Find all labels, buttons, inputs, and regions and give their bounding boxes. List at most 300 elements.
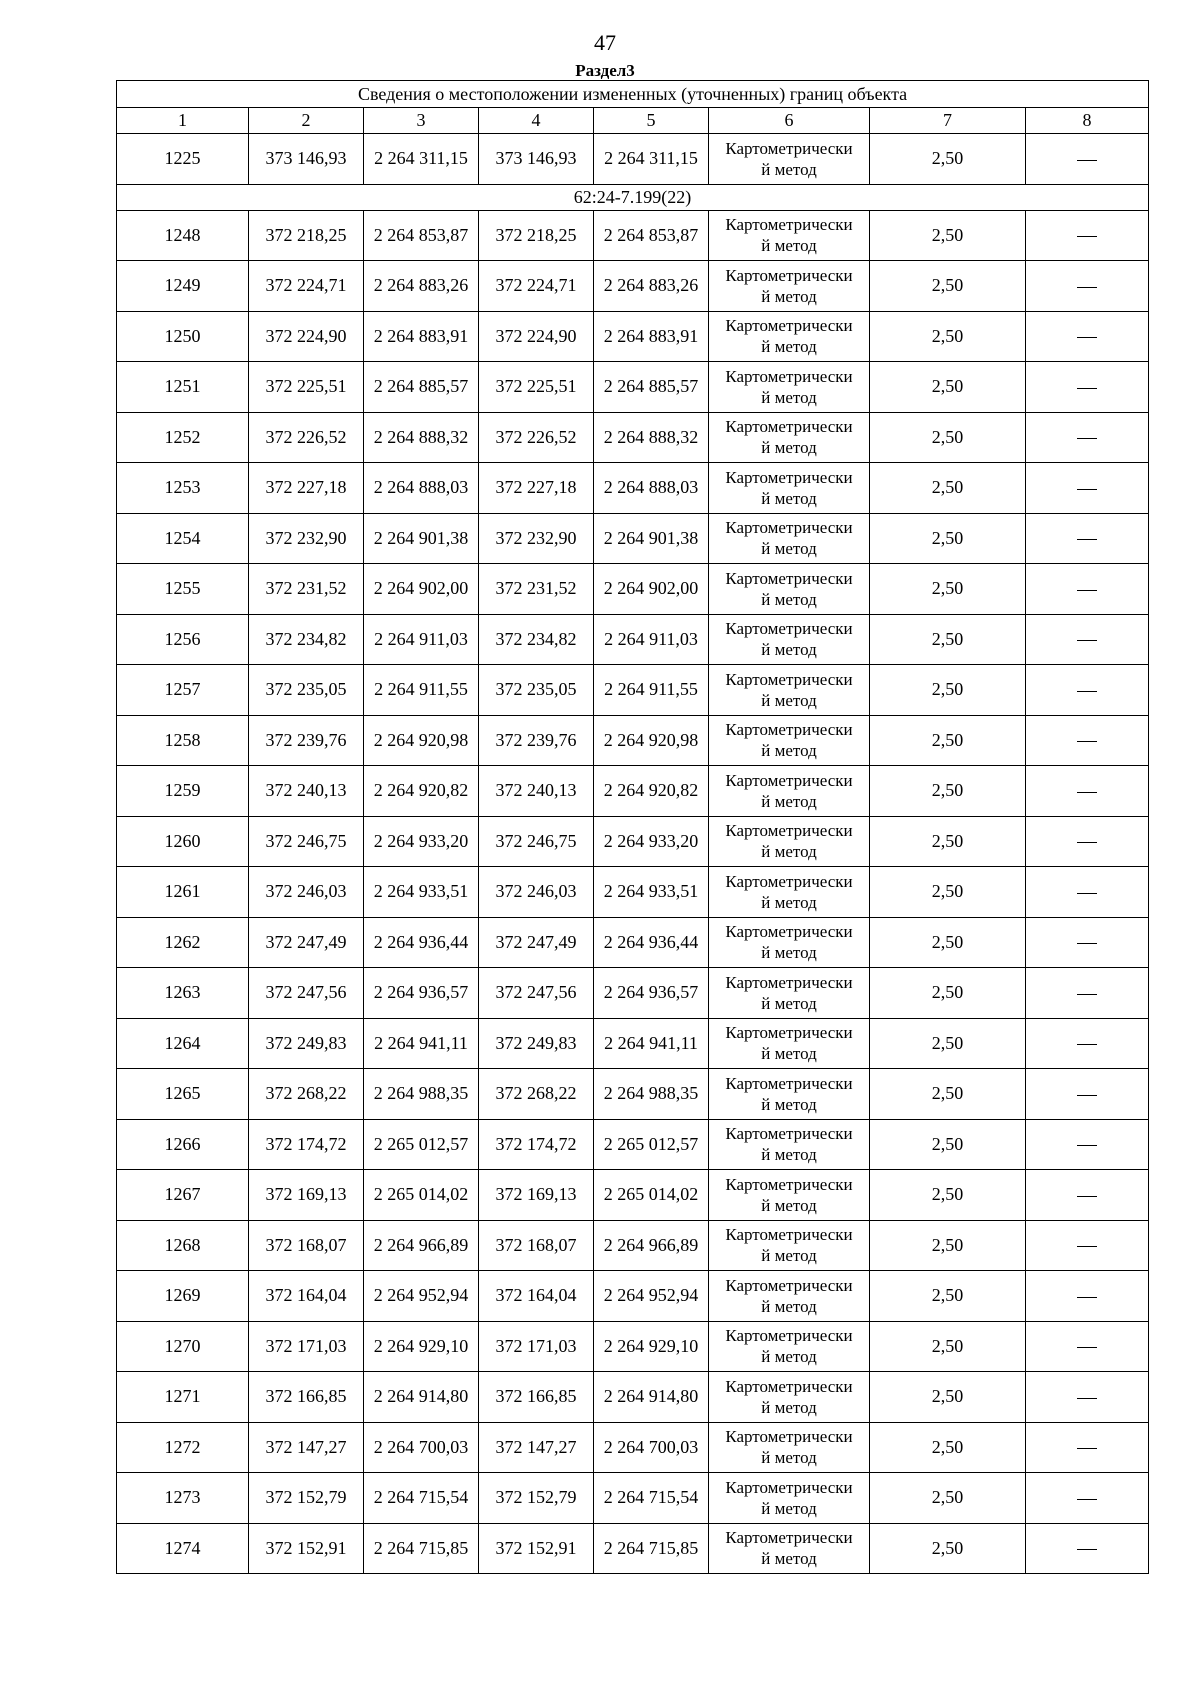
point-number: 1255	[117, 564, 249, 615]
dash-mark	[1077, 236, 1097, 237]
x-old: 372 247,49	[249, 917, 364, 968]
y-old: 2 264 883,91	[364, 311, 479, 362]
x-new: 372 268,22	[479, 1069, 594, 1120]
dash-mark	[1077, 337, 1097, 338]
table-row	[117, 412, 1149, 463]
method-line-1: Картометрически	[725, 467, 853, 487]
y-new: 2 264 902,00	[594, 564, 709, 615]
empty-dash-cell	[1026, 210, 1149, 261]
method-cell	[709, 1119, 870, 1170]
x-old: 372 166,85	[249, 1372, 364, 1423]
y-old: 2 264 311,15	[364, 134, 479, 185]
method-line-1: Картометрически	[725, 871, 853, 891]
point-number: 1274	[117, 1523, 249, 1574]
x-old: 372 147,27	[249, 1422, 364, 1473]
column-header: 6	[709, 108, 870, 134]
method-line-1: Картометрически	[725, 821, 853, 841]
x-new: 372 225,51	[479, 362, 594, 413]
dash-mark	[1077, 1044, 1097, 1045]
group-row	[117, 184, 1149, 210]
point-number: 1264	[117, 1018, 249, 1069]
accuracy-value: 2,50	[870, 463, 1026, 514]
empty-dash-cell	[1026, 1523, 1149, 1574]
x-new: 372 247,56	[479, 968, 594, 1019]
y-old: 2 264 933,20	[364, 816, 479, 867]
y-old: 2 264 888,03	[364, 463, 479, 514]
empty-dash-cell	[1026, 715, 1149, 766]
x-new: 372 226,52	[479, 412, 594, 463]
y-new: 2 264 888,03	[594, 463, 709, 514]
method-cell	[709, 715, 870, 766]
x-old: 372 171,03	[249, 1321, 364, 1372]
y-new: 2 265 014,02	[594, 1170, 709, 1221]
boundary-coordinates-table	[116, 80, 1149, 1574]
dash-mark	[1077, 438, 1097, 439]
empty-dash-cell	[1026, 1422, 1149, 1473]
y-old: 2 264 885,57	[364, 362, 479, 413]
x-new: 373 146,93	[479, 134, 594, 185]
method-line-1: Картометрически	[725, 1023, 853, 1043]
method-line-1: Картометрически	[725, 720, 853, 740]
table-row	[117, 362, 1149, 413]
y-new: 2 264 700,03	[594, 1422, 709, 1473]
x-old: 372 164,04	[249, 1271, 364, 1322]
y-old: 2 264 933,51	[364, 867, 479, 918]
empty-dash-cell	[1026, 1220, 1149, 1271]
x-old: 373 146,93	[249, 134, 364, 185]
x-new: 372 235,05	[479, 665, 594, 716]
method-line-1: Картометрически	[725, 366, 853, 386]
table-row	[117, 1170, 1149, 1221]
point-number: 1267	[117, 1170, 249, 1221]
method-line-2: й метод	[761, 236, 817, 256]
y-old: 2 264 700,03	[364, 1422, 479, 1473]
empty-dash-cell	[1026, 412, 1149, 463]
y-new: 2 264 920,98	[594, 715, 709, 766]
method-line-2: й метод	[761, 1347, 817, 1367]
y-new: 2 264 952,94	[594, 1271, 709, 1322]
x-new: 372 166,85	[479, 1372, 594, 1423]
method-cell	[709, 867, 870, 918]
table-row	[117, 1321, 1149, 1372]
column-header: 4	[479, 108, 594, 134]
column-header: 2	[249, 108, 364, 134]
dash-mark	[1077, 792, 1097, 793]
table-row	[117, 1069, 1149, 1120]
y-new: 2 264 883,26	[594, 261, 709, 312]
x-old: 372 232,90	[249, 513, 364, 564]
point-number: 1262	[117, 917, 249, 968]
point-number: 1271	[117, 1372, 249, 1423]
table-row	[117, 513, 1149, 564]
accuracy-value: 2,50	[870, 766, 1026, 817]
x-new: 372 246,03	[479, 867, 594, 918]
method-line-1: Картометрически	[725, 922, 853, 942]
dash-mark	[1077, 994, 1097, 995]
dash-mark	[1077, 1549, 1097, 1550]
y-old: 2 264 936,44	[364, 917, 479, 968]
table-row	[117, 1271, 1149, 1322]
point-number: 1261	[117, 867, 249, 918]
point-number: 1257	[117, 665, 249, 716]
method-line-1: Картометрически	[725, 972, 853, 992]
x-new: 372 240,13	[479, 766, 594, 817]
point-number: 1260	[117, 816, 249, 867]
x-new: 372 169,13	[479, 1170, 594, 1221]
empty-dash-cell	[1026, 362, 1149, 413]
method-line-2: й метод	[761, 337, 817, 357]
method-line-2: й метод	[761, 159, 817, 179]
x-new: 372 171,03	[479, 1321, 594, 1372]
accuracy-value: 2,50	[870, 1170, 1026, 1221]
dash-mark	[1077, 489, 1097, 490]
y-new: 2 264 966,89	[594, 1220, 709, 1271]
accuracy-value: 2,50	[870, 715, 1026, 766]
table-caption: Сведения о местоположении измененных (уточненных) границ объекта	[117, 81, 1149, 108]
accuracy-value: 2,50	[870, 311, 1026, 362]
dash-mark	[1077, 640, 1097, 641]
method-line-1: Картометрически	[725, 1326, 853, 1346]
x-old: 372 174,72	[249, 1119, 364, 1170]
empty-dash-cell	[1026, 463, 1149, 514]
method-cell	[709, 362, 870, 413]
point-number: 1252	[117, 412, 249, 463]
empty-dash-cell	[1026, 968, 1149, 1019]
y-new: 2 264 715,85	[594, 1523, 709, 1574]
method-cell	[709, 665, 870, 716]
dash-mark	[1077, 1398, 1097, 1399]
method-cell	[709, 564, 870, 615]
y-new: 2 264 933,51	[594, 867, 709, 918]
accuracy-value: 2,50	[870, 816, 1026, 867]
x-new: 372 152,91	[479, 1523, 594, 1574]
method-cell	[709, 311, 870, 362]
accuracy-value: 2,50	[870, 1523, 1026, 1574]
x-old: 372 218,25	[249, 210, 364, 261]
x-new: 372 164,04	[479, 1271, 594, 1322]
method-line-2: й метод	[761, 539, 817, 559]
empty-dash-cell	[1026, 564, 1149, 615]
x-old: 372 239,76	[249, 715, 364, 766]
table-row	[117, 968, 1149, 1019]
y-new: 2 264 888,32	[594, 412, 709, 463]
x-old: 372 224,71	[249, 261, 364, 312]
x-old: 372 247,56	[249, 968, 364, 1019]
dash-mark	[1077, 1499, 1097, 1500]
empty-dash-cell	[1026, 766, 1149, 817]
method-line-2: й метод	[761, 1195, 817, 1215]
x-old: 372 240,13	[249, 766, 364, 817]
point-number: 1259	[117, 766, 249, 817]
y-old: 2 264 911,03	[364, 614, 479, 665]
method-line-1: Картометрически	[725, 1073, 853, 1093]
method-cell	[709, 1372, 870, 1423]
table-row	[117, 715, 1149, 766]
x-new: 372 227,18	[479, 463, 594, 514]
accuracy-value: 2,50	[870, 513, 1026, 564]
method-line-2: й метод	[761, 640, 817, 660]
table-row	[117, 867, 1149, 918]
dash-mark	[1077, 1095, 1097, 1096]
method-line-1: Картометрически	[725, 265, 853, 285]
x-new: 372 147,27	[479, 1422, 594, 1473]
y-old: 2 264 952,94	[364, 1271, 479, 1322]
x-new: 372 239,76	[479, 715, 594, 766]
y-old: 2 264 911,55	[364, 665, 479, 716]
table-row	[117, 917, 1149, 968]
y-old: 2 265 014,02	[364, 1170, 479, 1221]
y-new: 2 264 920,82	[594, 766, 709, 817]
y-old: 2 264 902,00	[364, 564, 479, 615]
empty-dash-cell	[1026, 614, 1149, 665]
empty-dash-cell	[1026, 1018, 1149, 1069]
point-number: 1268	[117, 1220, 249, 1271]
dash-mark	[1077, 893, 1097, 894]
method-line-2: й метод	[761, 791, 817, 811]
method-cell	[709, 134, 870, 185]
x-new: 372 224,90	[479, 311, 594, 362]
x-old: 372 246,75	[249, 816, 364, 867]
table-row	[117, 134, 1149, 185]
point-number: 1254	[117, 513, 249, 564]
method-cell	[709, 1018, 870, 1069]
accuracy-value: 2,50	[870, 1069, 1026, 1120]
method-cell	[709, 1321, 870, 1372]
method-line-1: Картометрически	[725, 417, 853, 437]
method-line-2: й метод	[761, 488, 817, 508]
point-number: 1265	[117, 1069, 249, 1120]
x-old: 372 226,52	[249, 412, 364, 463]
point-number: 1270	[117, 1321, 249, 1372]
method-line-1: Картометрически	[725, 619, 853, 639]
y-new: 2 264 311,15	[594, 134, 709, 185]
accuracy-value: 2,50	[870, 134, 1026, 185]
table-row	[117, 1119, 1149, 1170]
y-new: 2 264 853,87	[594, 210, 709, 261]
point-number: 1263	[117, 968, 249, 1019]
table-row	[117, 261, 1149, 312]
x-old: 372 168,07	[249, 1220, 364, 1271]
method-cell	[709, 261, 870, 312]
empty-dash-cell	[1026, 1271, 1149, 1322]
y-new: 2 264 885,57	[594, 362, 709, 413]
method-line-2: й метод	[761, 1044, 817, 1064]
accuracy-value: 2,50	[870, 1321, 1026, 1372]
x-new: 372 231,52	[479, 564, 594, 615]
y-old: 2 264 966,89	[364, 1220, 479, 1271]
point-number: 1251	[117, 362, 249, 413]
y-old: 2 264 715,54	[364, 1473, 479, 1524]
y-new: 2 264 715,54	[594, 1473, 709, 1524]
method-line-1: Картометрически	[725, 1528, 853, 1548]
method-cell	[709, 614, 870, 665]
dash-mark	[1077, 160, 1097, 161]
table-row	[117, 614, 1149, 665]
method-cell	[709, 816, 870, 867]
empty-dash-cell	[1026, 917, 1149, 968]
x-old: 372 268,22	[249, 1069, 364, 1120]
method-cell	[709, 766, 870, 817]
method-cell	[709, 463, 870, 514]
method-line-2: й метод	[761, 690, 817, 710]
method-line-1: Картометрически	[725, 1427, 853, 1447]
section-title: Раздел3	[575, 61, 635, 80]
x-new: 372 249,83	[479, 1018, 594, 1069]
x-new: 372 174,72	[479, 1119, 594, 1170]
x-new: 372 168,07	[479, 1220, 594, 1271]
y-new: 2 264 936,44	[594, 917, 709, 968]
x-new: 372 218,25	[479, 210, 594, 261]
accuracy-value: 2,50	[870, 210, 1026, 261]
y-old: 2 265 012,57	[364, 1119, 479, 1170]
accuracy-value: 2,50	[870, 614, 1026, 665]
table-row	[117, 1473, 1149, 1524]
method-cell	[709, 1523, 870, 1574]
method-line-1: Картометрически	[725, 215, 853, 235]
table-row	[117, 766, 1149, 817]
y-old: 2 264 941,11	[364, 1018, 479, 1069]
method-line-2: й метод	[761, 1397, 817, 1417]
method-line-2: й метод	[761, 741, 817, 761]
method-line-1: Картометрически	[725, 669, 853, 689]
table-row	[117, 665, 1149, 716]
method-cell	[709, 1271, 870, 1322]
dash-mark	[1077, 741, 1097, 742]
x-old: 372 225,51	[249, 362, 364, 413]
accuracy-value: 2,50	[870, 564, 1026, 615]
dash-mark	[1077, 590, 1097, 591]
method-line-2: й метод	[761, 892, 817, 912]
method-line-1: Картометрически	[725, 1225, 853, 1245]
x-old: 372 234,82	[249, 614, 364, 665]
column-header: 3	[364, 108, 479, 134]
empty-dash-cell	[1026, 1321, 1149, 1372]
method-cell	[709, 210, 870, 261]
table-row	[117, 1018, 1149, 1069]
method-cell	[709, 1069, 870, 1120]
dash-mark	[1077, 1347, 1097, 1348]
y-new: 2 264 901,38	[594, 513, 709, 564]
method-line-2: й метод	[761, 943, 817, 963]
y-old: 2 264 883,26	[364, 261, 479, 312]
point-number: 1253	[117, 463, 249, 514]
empty-dash-cell	[1026, 867, 1149, 918]
method-cell	[709, 917, 870, 968]
accuracy-value: 2,50	[870, 1473, 1026, 1524]
point-number: 1225	[117, 134, 249, 185]
accuracy-value: 2,50	[870, 867, 1026, 918]
empty-dash-cell	[1026, 1372, 1149, 1423]
empty-dash-cell	[1026, 665, 1149, 716]
method-line-1: Картометрически	[725, 1376, 853, 1396]
point-number: 1273	[117, 1473, 249, 1524]
dash-mark	[1077, 943, 1097, 944]
table-row	[117, 1523, 1149, 1574]
method-line-2: й метод	[761, 842, 817, 862]
accuracy-value: 2,50	[870, 665, 1026, 716]
method-line-2: й метод	[761, 286, 817, 306]
column-header-row	[117, 108, 1149, 134]
x-old: 372 249,83	[249, 1018, 364, 1069]
point-number: 1272	[117, 1422, 249, 1473]
x-new: 372 224,71	[479, 261, 594, 312]
empty-dash-cell	[1026, 1119, 1149, 1170]
method-line-1: Картометрически	[725, 138, 853, 158]
y-old: 2 264 936,57	[364, 968, 479, 1019]
method-cell	[709, 1422, 870, 1473]
y-old: 2 264 715,85	[364, 1523, 479, 1574]
dash-mark	[1077, 1145, 1097, 1146]
dash-mark	[1077, 388, 1097, 389]
accuracy-value: 2,50	[870, 1422, 1026, 1473]
empty-dash-cell	[1026, 1170, 1149, 1221]
y-old: 2 264 929,10	[364, 1321, 479, 1372]
dash-mark	[1077, 1196, 1097, 1197]
accuracy-value: 2,50	[870, 261, 1026, 312]
empty-dash-cell	[1026, 1069, 1149, 1120]
dash-mark	[1077, 1246, 1097, 1247]
table-body	[117, 134, 1149, 1574]
x-new: 372 234,82	[479, 614, 594, 665]
method-line-2: й метод	[761, 1448, 817, 1468]
y-old: 2 264 920,98	[364, 715, 479, 766]
accuracy-value: 2,50	[870, 1119, 1026, 1170]
x-old: 372 231,52	[249, 564, 364, 615]
x-old: 372 224,90	[249, 311, 364, 362]
method-line-2: й метод	[761, 1246, 817, 1266]
y-new: 2 264 933,20	[594, 816, 709, 867]
table-row	[117, 1422, 1149, 1473]
method-line-2: й метод	[761, 993, 817, 1013]
table-row	[117, 463, 1149, 514]
accuracy-value: 2,50	[870, 1271, 1026, 1322]
y-new: 2 264 914,80	[594, 1372, 709, 1423]
point-number: 1258	[117, 715, 249, 766]
y-new: 2 264 936,57	[594, 968, 709, 1019]
y-old: 2 264 901,38	[364, 513, 479, 564]
y-old: 2 264 920,82	[364, 766, 479, 817]
accuracy-value: 2,50	[870, 1220, 1026, 1271]
point-number: 1250	[117, 311, 249, 362]
empty-dash-cell	[1026, 261, 1149, 312]
method-line-1: Картометрически	[725, 770, 853, 790]
method-line-2: й метод	[761, 1296, 817, 1316]
method-line-1: Картометрически	[725, 1124, 853, 1144]
accuracy-value: 2,50	[870, 412, 1026, 463]
y-old: 2 264 888,32	[364, 412, 479, 463]
method-cell	[709, 513, 870, 564]
x-new: 372 152,79	[479, 1473, 594, 1524]
dash-mark	[1077, 691, 1097, 692]
table-row	[117, 1220, 1149, 1271]
x-new: 372 247,49	[479, 917, 594, 968]
page-number: 47	[594, 30, 616, 55]
method-line-2: й метод	[761, 1498, 817, 1518]
y-new: 2 264 941,11	[594, 1018, 709, 1069]
accuracy-value: 2,50	[870, 1372, 1026, 1423]
method-line-2: й метод	[761, 1094, 817, 1114]
table-row	[117, 1372, 1149, 1423]
dash-mark	[1077, 539, 1097, 540]
dash-mark	[1077, 1297, 1097, 1298]
point-number: 1249	[117, 261, 249, 312]
empty-dash-cell	[1026, 1473, 1149, 1524]
method-cell	[709, 1473, 870, 1524]
y-new: 2 265 012,57	[594, 1119, 709, 1170]
table-row	[117, 564, 1149, 615]
empty-dash-cell	[1026, 513, 1149, 564]
y-new: 2 264 911,55	[594, 665, 709, 716]
